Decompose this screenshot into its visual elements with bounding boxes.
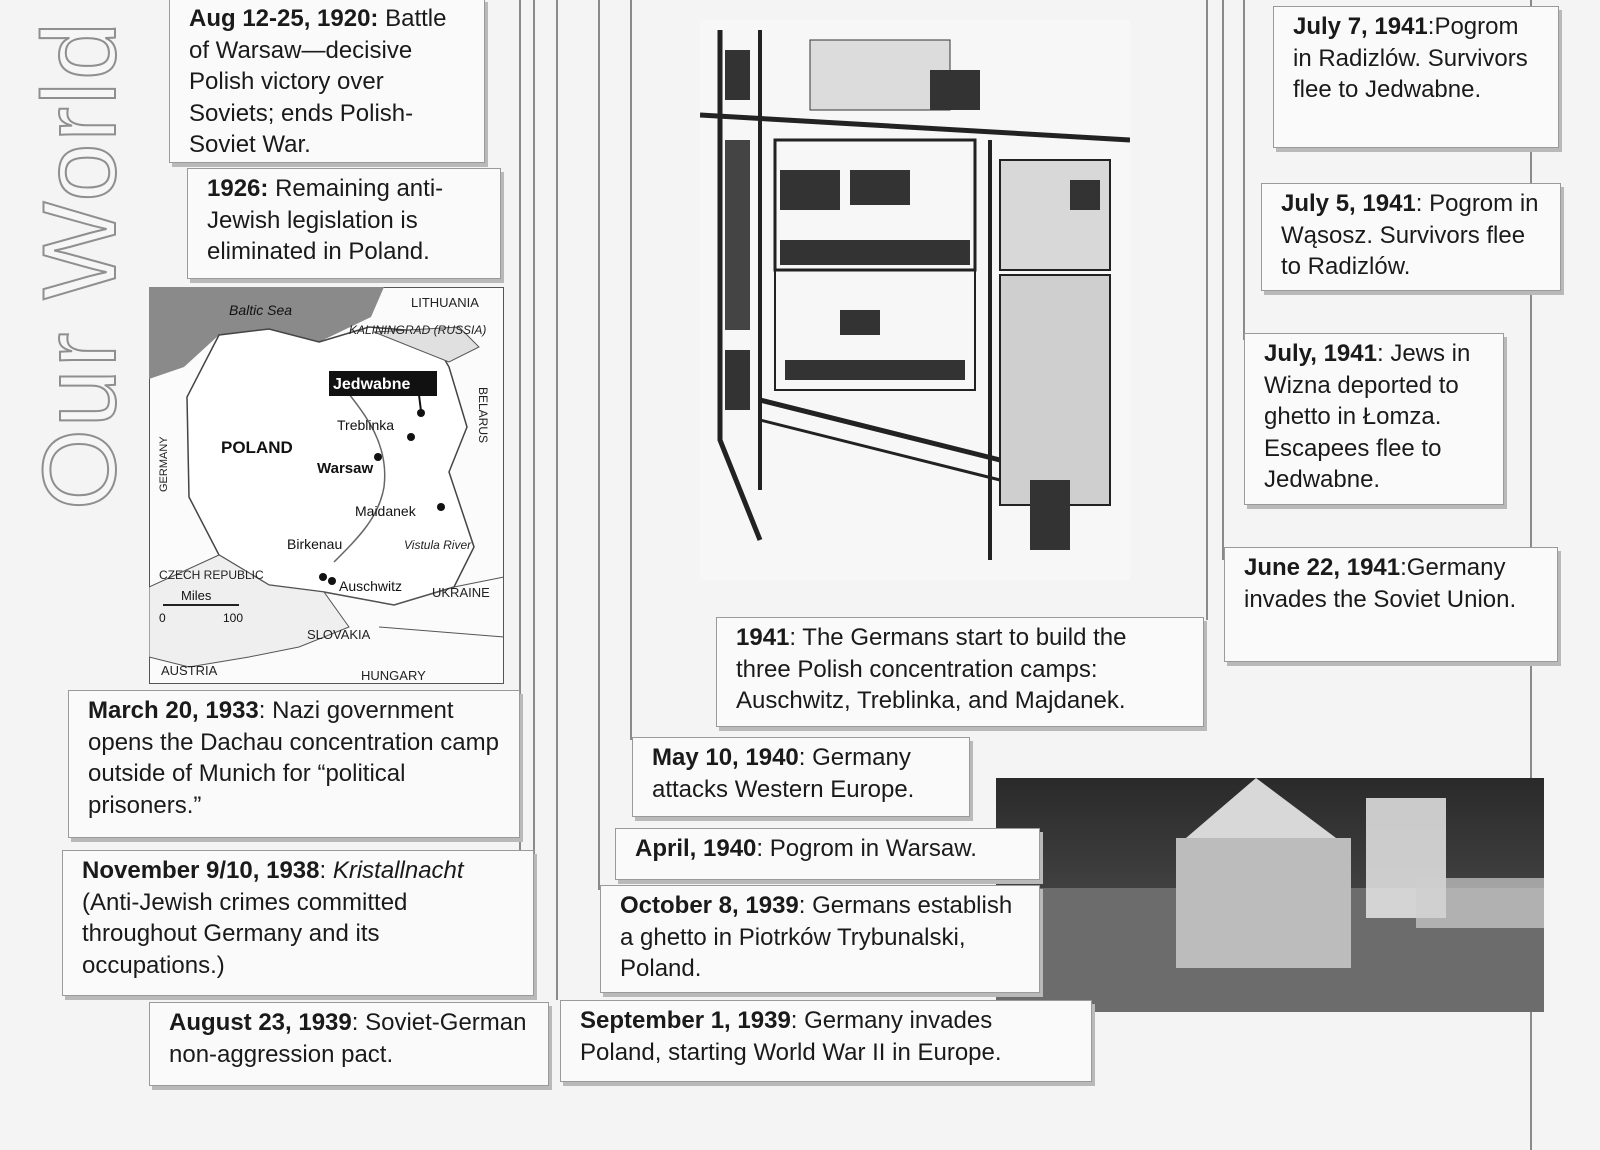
event-date: March 20, 1933 [88, 697, 259, 724]
map-label-germany: GERMANY [158, 436, 170, 492]
barn-photo [996, 778, 1544, 1012]
event-date: July, 1941 [1264, 340, 1377, 367]
map-label-hungary: HUNGARY [361, 668, 426, 683]
timeline-rule [630, 0, 632, 740]
event-1941-jul7: July 7, 1941:Pogrom in Radizlów. Survivors flee to Jedwabne. [1273, 6, 1559, 148]
event-text: Germany invades Poland, starting World War II in Europe. [580, 1007, 1002, 1066]
event-date: July 5, 1941 [1281, 190, 1416, 217]
event-text: (Anti-Jewish crimes committed throughout Germany and its occupations.) [82, 888, 408, 979]
event-date: 1926: [207, 175, 269, 202]
map-label-maidanek: Maidanek [355, 503, 416, 519]
map-label-jedwabne: Jedwabne [333, 376, 411, 393]
timeline-rule [556, 0, 558, 1000]
event-text: The Germans start to build the three Polish concentration camps: Auschwitz, Treblinka, and Majdanek. [736, 624, 1127, 714]
timeline-rule [1243, 0, 1245, 340]
map-scale-tick: 0 [159, 611, 166, 625]
event-1941-jun22: June 22, 1941:Germany invades the Soviet Union. [1224, 547, 1558, 662]
event-text: Germany invades the Soviet Union. [1244, 554, 1517, 613]
event-date: November 9/10, 1938 [82, 857, 320, 884]
event-1939-oct: October 8, 1939: Germans establish a ghetto in Piotrków Trybunalski, Poland. [600, 885, 1040, 993]
sidebar-title: Our World [22, 20, 138, 510]
map-label-kaliningrad: KALININGRAD (RUSSIA) [349, 323, 487, 337]
event-1939-sep: September 1, 1939: Germany invades Poland, starting World War II in Europe. [560, 1000, 1092, 1082]
map-label-czech: CZECH REPUBLIC [159, 568, 264, 582]
event-1940-may: May 10, 1940: Germany attacks Western Europe. [632, 737, 970, 817]
event-1940-apr: April, 1940: Pogrom in Warsaw. [615, 828, 1040, 880]
event-1926 [187, 168, 501, 279]
event-date: 1941 [736, 624, 790, 651]
event-text: Pogrom in Radizlów. Survivors flee to Jedwabne. [1293, 13, 1528, 103]
event-date: June 22, 1941 [1244, 554, 1401, 581]
map-label-sea: Baltic Sea [229, 302, 293, 318]
map-label-poland: POLAND [221, 438, 293, 457]
event-date: April, 1940 [635, 835, 757, 862]
village-sketch [700, 20, 1130, 580]
map-label-warsaw: Warsaw [317, 460, 374, 477]
event-1941-camps: 1941: The Germans start to build the three Polish concentration camps: Auschwitz, Treblinka, and Majdanek. [716, 617, 1204, 727]
event-1939-aug: August 23, 1939: Soviet-German non-aggression pact. [149, 1002, 549, 1086]
event-date: May 10, 1940 [652, 744, 799, 771]
event-text: Nazi government opens the Dachau concentration camp outside of Munich for “political prisoners.” [88, 697, 499, 819]
event-1941-jul5: July 5, 1941: Pogrom in Wąsosz. Survivors flee to Radizlów. [1261, 183, 1561, 291]
event-1933: March 20, 1933: Nazi government opens the Dachau concentration camp outside of Munich for “political prisoners.” [68, 690, 520, 838]
map-scale-tick: 100 [223, 611, 244, 625]
event-text: Battle of Warsaw—decisive Polish victory over Soviets; ends Polish-Soviet War. [189, 5, 447, 158]
map-label-ukraine: UKRAINE [432, 585, 490, 600]
event-date: July 7, 1941 [1293, 13, 1428, 40]
event-date: August 23, 1939 [169, 1009, 352, 1036]
timeline-rule [598, 0, 600, 890]
event-date: October 8, 1939 [620, 892, 799, 919]
map-label-belarus: BELARUS [476, 387, 490, 444]
map-label-treblinka: Treblinka [337, 417, 395, 433]
event-text: Pogrom in Warsaw. [769, 835, 977, 862]
map-scale-label: Miles [181, 588, 212, 603]
timeline-rule [1206, 0, 1208, 620]
event-date: September 1, 1939 [580, 1007, 791, 1034]
event-text: Soviet-German non-aggression pact. [169, 1009, 527, 1068]
event-italic: Kristallnacht [332, 857, 464, 884]
map-label-river: Vistula River [404, 538, 472, 552]
map-label-lithuania: LITHUANIA [411, 295, 479, 310]
map-label-auschwitz: Auschwitz [339, 578, 403, 594]
event-1920 [169, 0, 485, 163]
map-label-birkenau: Birkenau [287, 536, 343, 552]
event-text: Pogrom in Wąsosz. Survivors flee to Radizlów. [1281, 190, 1539, 280]
map-label-austria: AUSTRIA [161, 663, 218, 678]
map-of-poland [149, 287, 504, 684]
event-date: Aug 12-25, 1920: [189, 5, 379, 32]
event-text: Remaining anti-Jewish legislation is eliminated in Poland. [207, 175, 444, 265]
event-text: Germany attacks Western Europe. [652, 744, 915, 803]
timeline-rule [1222, 0, 1224, 560]
event-text: Jews in Wizna deported to ghetto in Łomza. Escapees flee to Jedwabne. [1264, 340, 1471, 493]
event-1941-july: July, 1941: Jews in Wizna deported to ghetto in Łomza. Escapees flee to Jedwabne. [1244, 333, 1504, 505]
map-label-slovakia: SLOVAKIA [307, 627, 371, 642]
event-1938: November 9/10, 1938: Kristallnacht (Anti-Jewish crimes committed throughout Germany and its occupations.) [62, 850, 534, 996]
event-text: Germans establish a ghetto in Piotrków Trybunalski, Poland. [620, 892, 1013, 982]
